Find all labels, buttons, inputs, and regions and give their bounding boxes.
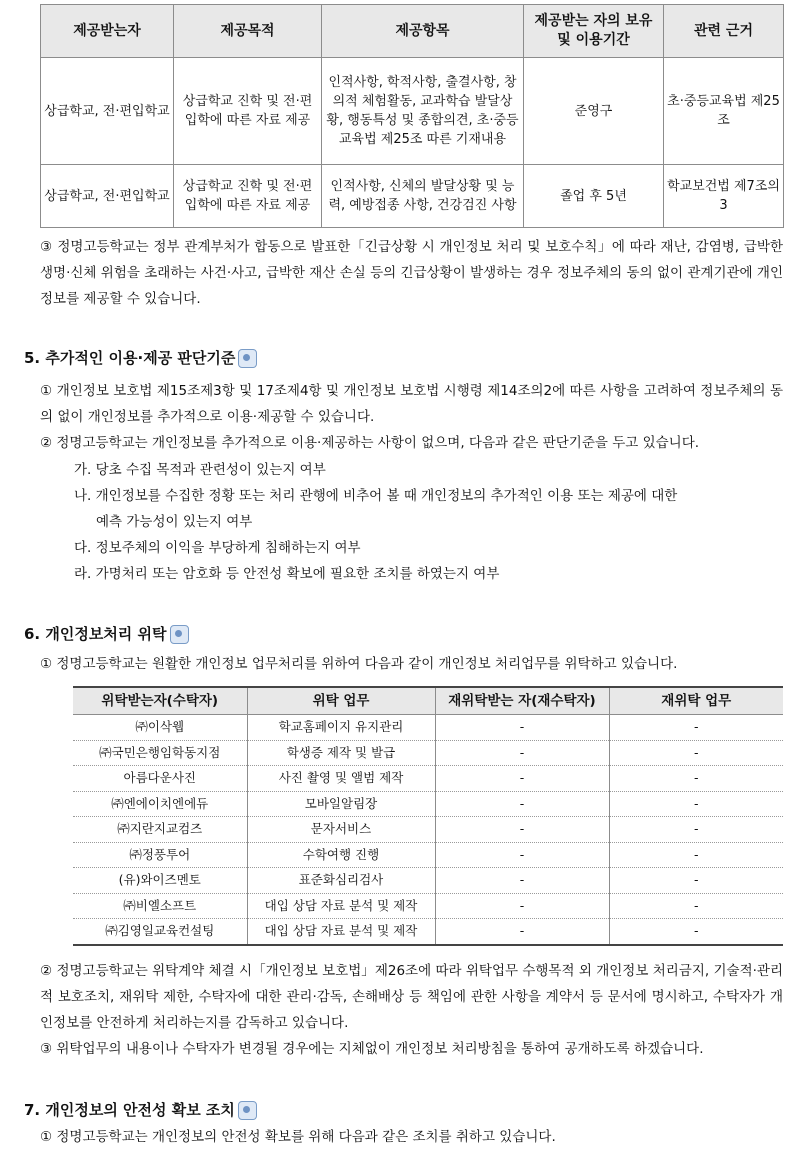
cell-subtask: - (609, 842, 783, 868)
section6-paragraph-1: ① 정명고등학교는 원활한 개인정보 업무처리를 위하여 다음과 같이 개인정보 처리업무를 위탁하고 있습니다. (40, 656, 678, 672)
table-row (73, 766, 783, 792)
shield-icon (238, 1101, 257, 1120)
header-period: 제공받는 자의 보유 및 이용기간 (524, 5, 664, 58)
cell-contractor: ㈜비엘소프트 (73, 893, 247, 919)
cell-task: 사진 촬영 및 앨범 제작 (247, 766, 435, 792)
section6-paragraph-2: ② 정명고등학교는 위탁계약 체결 시「개인정보 보호법」제26조에 따라 위탁업무 수행목적 외 개인정보 처리금지, 기술적·관리적 보호조치, 재위탁 제한, 수탁자에 대한 관리·감독, 손해배상 등 책임에 관한 사항을 계약서 등 문서에 명시하고, 수탁자가 개인정보를 안전하게 처리하는지를 감독하고 있습니다. (40, 963, 783, 1031)
table-row (73, 715, 783, 741)
cell-recipient: 상급학교, 전·편입학교 (41, 165, 174, 228)
section6-title: 6. 개인정보처리 위탁 (24, 625, 167, 643)
provision-table (40, 4, 784, 228)
section5-item-na: 나. 개인정보를 수집한 정황 또는 처리 관행에 비추어 볼 때 개인정보의 추가적인 이용 또는 제공에 대한 (74, 488, 678, 504)
section5-paragraph-1: ① 개인정보 보호법 제15조제3항 및 17조제4항 및 개인정보 보호법 시행령 제14조의2에 따른 사항을 고려하여 정보주체의 동의 없이 개인정보를 추가적으로 이용·제공할 수 있습니다. (40, 383, 783, 425)
section6-paragraph-3: ③ 위탁업무의 내용이나 수탁자가 변경될 경우에는 지체없이 개인정보 처리방침을 통하여 공개하도록 하겠습니다. (40, 1041, 704, 1057)
cell-contractor: ㈜이삭웹 (73, 715, 247, 741)
cell-subtask: - (609, 766, 783, 792)
cell-contractor: 아름다운사진 (73, 766, 247, 792)
header-contractor: 위탁받는자(수탁자) (73, 687, 247, 715)
cell-contractor: ㈜엔에이치엔에듀 (73, 791, 247, 817)
section6-heading (24, 622, 189, 646)
header-items: 제공항목 (322, 5, 524, 58)
cell-task: 대입 상담 자료 분석 및 제작 (247, 893, 435, 919)
header-recipient: 제공받는자 (41, 5, 174, 58)
cell-task: 학생증 제작 및 발급 (247, 740, 435, 766)
table-row (41, 165, 784, 228)
cell-purpose: 상급학교 진학 및 전·편입학에 따른 자료 제공 (174, 165, 322, 228)
cell-period: 준영구 (524, 58, 664, 165)
header-basis: 관련 근거 (664, 5, 784, 58)
cell-contractor: ㈜김영일교육컨설팅 (73, 919, 247, 945)
cell-basis: 학교보건법 제7조의3 (664, 165, 784, 228)
cell-subcontractor: - (435, 791, 609, 817)
people-icon (170, 625, 189, 644)
cell-subtask: - (609, 919, 783, 945)
table-row (73, 791, 783, 817)
cell-subcontractor: - (435, 868, 609, 894)
cell-task: 모바일알림장 (247, 791, 435, 817)
cell-contractor: (유)와이즈멘토 (73, 868, 247, 894)
cell-subtask: - (609, 791, 783, 817)
cell-subcontractor: - (435, 919, 609, 945)
document-check-icon (238, 349, 257, 368)
cell-period: 졸업 후 5년 (524, 165, 664, 228)
cell-subcontractor: - (435, 842, 609, 868)
section5-title: 5. 추가적인 이용·제공 판단기준 (24, 349, 236, 367)
cell-task: 학교홈페이지 유지관리 (247, 715, 435, 741)
cell-subcontractor: - (435, 715, 609, 741)
header-subcontractor: 재위탁받는 자(재수탁자) (435, 687, 609, 715)
section7-paragraph-1: ① 정명고등학교는 개인정보의 안전성 확보를 위해 다음과 같은 조치를 취하고 있습니다. (40, 1129, 556, 1145)
header-purpose: 제공목적 (174, 5, 322, 58)
cell-contractor: ㈜정풍투어 (73, 842, 247, 868)
cell-purpose: 상급학교 진학 및 전·편입학에 따른 자료 제공 (174, 58, 322, 165)
cell-basis: 초·중등교육법 제25조 (664, 58, 784, 165)
section5-item-da: 다. 정보주체의 이익을 부당하게 침해하는지 여부 (74, 540, 361, 556)
cell-subcontractor: - (435, 893, 609, 919)
section5-heading (24, 346, 257, 370)
cell-subtask: - (609, 817, 783, 843)
cell-task: 문자서비스 (247, 817, 435, 843)
emergency-paragraph: ③ 정명고등학교는 정부 관계부처가 합동으로 발표한「긴급상황 시 개인정보 처리 및 보호수칙」에 따라 재난, 감염병, 급박한 생명·신체 위험을 초래하는 사건·사고, 급박한 재산 손실 등의 긴급상황이 발생하는 경우 정보주체의 동의 없이 관계기관에 개인정보를 제공할 수 있습니다. (40, 239, 783, 307)
cell-subtask: - (609, 715, 783, 741)
cell-task: 표준화심리검사 (247, 868, 435, 894)
section7-title: 7. 개인정보의 안전성 확보 조치 (24, 1101, 235, 1119)
cell-subtask: - (609, 740, 783, 766)
cell-subcontractor: - (435, 766, 609, 792)
table-row (73, 868, 783, 894)
cell-task: 수학여행 진행 (247, 842, 435, 868)
table-row (73, 817, 783, 843)
table-row (41, 58, 784, 165)
section7-heading (24, 1098, 257, 1122)
section5-item-ra: 라. 가명처리 또는 암호화 등 안전성 확보에 필요한 조치를 하였는지 여부 (74, 566, 500, 582)
header-subtask: 재위탁 업무 (609, 687, 783, 715)
cell-subtask: - (609, 893, 783, 919)
outsourcing-table (73, 686, 783, 946)
table-row (73, 842, 783, 868)
cell-contractor: ㈜지란지교컴즈 (73, 817, 247, 843)
cell-subtask: - (609, 868, 783, 894)
table-row (73, 740, 783, 766)
header-task: 위탁 업무 (247, 687, 435, 715)
cell-subcontractor: - (435, 817, 609, 843)
table-row (73, 893, 783, 919)
cell-items: 인적사항, 학적사항, 출결사항, 창의적 체험활동, 교과학습 발달상황, 행동특성 및 종합의견, 초·중등교육법 제25조 따른 기재내용 (322, 58, 524, 165)
cell-contractor: ㈜국민은행임학동지점 (73, 740, 247, 766)
cell-items: 인적사항, 신체의 발달상황 및 능력, 예방접종 사항, 건강검진 사항 (322, 165, 524, 228)
table-row (73, 919, 783, 945)
cell-recipient: 상급학교, 전·편입학교 (41, 58, 174, 165)
section5-paragraph-2: ② 정명고등학교는 개인정보를 추가적으로 이용·제공하는 사항이 없으며, 다음과 같은 판단기준을 두고 있습니다. (40, 435, 700, 451)
cell-task: 대입 상담 자료 분석 및 제작 (247, 919, 435, 945)
section5-item-ga: 가. 당초 수집 목적과 관련성이 있는지 여부 (74, 462, 326, 478)
cell-subcontractor: - (435, 740, 609, 766)
section5-item-na-cont: 예측 가능성이 있는지 여부 (96, 514, 253, 530)
